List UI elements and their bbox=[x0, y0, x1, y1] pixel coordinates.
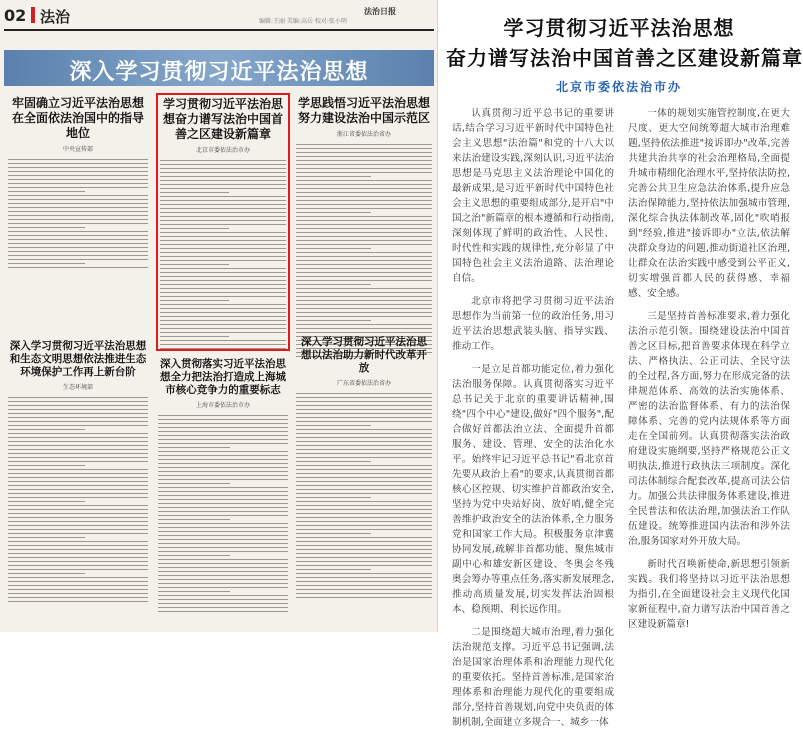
text-line bbox=[296, 549, 432, 550]
text-line bbox=[8, 589, 148, 590]
text-line bbox=[296, 393, 432, 394]
article-body-lines bbox=[8, 159, 148, 268]
text-line bbox=[8, 263, 85, 264]
text-line bbox=[296, 437, 432, 438]
text-line bbox=[296, 240, 432, 241]
text-line bbox=[296, 409, 432, 410]
text-line bbox=[296, 172, 432, 173]
text-line bbox=[8, 573, 85, 574]
text-line bbox=[296, 489, 432, 490]
text-line bbox=[296, 292, 432, 293]
text-line bbox=[296, 429, 432, 430]
article-body-lines bbox=[8, 397, 148, 602]
text-line bbox=[296, 236, 432, 237]
text-line bbox=[158, 495, 288, 496]
text-line bbox=[296, 469, 432, 470]
text-line bbox=[158, 595, 288, 596]
article-title: 深入学习贯彻习近平法治思想以法治助力新时代改革开放 bbox=[301, 336, 427, 374]
text-line bbox=[8, 521, 148, 522]
text-line bbox=[8, 191, 85, 192]
text-line bbox=[296, 441, 432, 442]
text-line bbox=[158, 527, 288, 528]
text-line bbox=[296, 481, 432, 482]
text-line bbox=[158, 571, 288, 572]
text-line bbox=[158, 579, 288, 580]
text-line bbox=[296, 477, 432, 478]
text-line bbox=[8, 593, 148, 594]
text-line bbox=[8, 267, 148, 268]
text-line bbox=[158, 499, 288, 500]
article-paragraph: 一是立足首都功能定位,着力强化法治服务保障。认真贯彻落实习近平总书记关于北京的重要讲话精神,围绕"四个中心"建设,做好"四个服务",配合做好首都法治立法、全面提升首都服务、建设、管理、安全的法治化水平。始终牢记习近平总书记"看北京首先要从政治上看"的要求,认真贯彻首都核心区控规、切实维护首都政治安全,坚持为党中央站好岗、放好哨,健全完善维护政治安全的法治体系,全力服务党和国家工作大局。积极服务京津冀协同发展,疏解非首都功能、聚焦城市副中心和雄安新区建设、冬奥会冬残奥会筹办等重点任务,落实新发展理念,推动高质量发展,切实发挥法治固根本、稳预期、利长远作用。 bbox=[452, 364, 614, 615]
text-line bbox=[8, 207, 148, 208]
article-byline: 上海市委依法治市办 bbox=[195, 402, 250, 409]
text-line bbox=[8, 489, 148, 490]
text-line bbox=[158, 459, 288, 460]
text-line bbox=[8, 541, 148, 542]
article-block[interactable] bbox=[8, 96, 148, 271]
text-line bbox=[296, 413, 432, 414]
text-line bbox=[296, 164, 432, 165]
text-line bbox=[8, 549, 148, 550]
text-line bbox=[296, 529, 432, 530]
article-title: 学习贯彻习近平法治思想奋力谱写法治中国首善之区建设新篇章 bbox=[162, 97, 283, 141]
text-line bbox=[296, 401, 432, 402]
text-line bbox=[158, 415, 288, 416]
article-body-lines bbox=[296, 144, 432, 357]
text-line bbox=[8, 517, 148, 518]
article-byline: 生态环境部 bbox=[62, 384, 93, 391]
article-byline: 北京市委依法治市办 bbox=[195, 147, 250, 154]
text-line bbox=[8, 485, 148, 486]
text-line bbox=[8, 569, 148, 570]
text-line bbox=[296, 453, 432, 454]
text-line bbox=[296, 577, 432, 578]
text-line bbox=[296, 208, 432, 209]
text-line bbox=[158, 487, 288, 488]
text-line bbox=[158, 511, 288, 512]
text-line bbox=[296, 264, 432, 265]
text-line bbox=[158, 447, 230, 448]
newspaper-page-thumbnail bbox=[0, 0, 438, 632]
text-line bbox=[8, 405, 148, 406]
article-block[interactable] bbox=[296, 336, 432, 601]
article-paragraph: 新时代召唤新使命,新思想引领新实践。我们将坚持以习近平法治思想为指引,在全面建设社会主义现代化国家新征程中,奋力谱写法治中国首善之区建设新篇章! bbox=[628, 559, 790, 630]
text-line bbox=[8, 421, 148, 422]
text-line bbox=[8, 581, 148, 582]
text-line bbox=[8, 545, 148, 546]
text-line bbox=[296, 497, 371, 498]
text-line bbox=[296, 509, 432, 510]
text-line bbox=[8, 565, 148, 566]
text-line bbox=[296, 561, 432, 562]
text-line bbox=[8, 401, 148, 402]
article-title: 牢固确立习近平法治思想在全面依法治国中的指导地位 bbox=[11, 96, 144, 140]
text-line bbox=[158, 443, 288, 444]
article-block[interactable] bbox=[8, 340, 148, 605]
text-line bbox=[8, 215, 148, 216]
text-line bbox=[158, 439, 288, 440]
text-line bbox=[296, 517, 432, 518]
text-line bbox=[158, 515, 288, 516]
article-body bbox=[452, 106, 792, 728]
text-line bbox=[8, 397, 148, 398]
article-title: 深入贯彻落实习近平法治思想全力把法治打造成上海城市核心竞争力的重要标志 bbox=[160, 358, 286, 396]
text-line bbox=[296, 332, 432, 333]
text-line bbox=[296, 280, 432, 281]
article-title: 学思践悟习近平法治思想努力建设法治中国示范区 bbox=[297, 96, 430, 125]
text-line bbox=[8, 219, 148, 220]
text-line bbox=[296, 405, 432, 406]
article-byline: 广东省委依法治省办 bbox=[336, 380, 391, 387]
text-line bbox=[158, 551, 288, 552]
text-line bbox=[296, 220, 432, 221]
article-paragraph: 北京市将把学习贯彻习近平法治思想作为当前第一位的政治任务,用习近平法治思想武装头脑、指导实践、推动工作。 bbox=[452, 296, 614, 352]
text-line bbox=[158, 531, 288, 532]
text-line bbox=[296, 569, 371, 570]
text-line bbox=[8, 255, 148, 256]
text-line bbox=[158, 519, 230, 520]
text-line bbox=[8, 171, 148, 172]
text-line bbox=[8, 477, 148, 478]
text-line bbox=[158, 567, 288, 568]
text-line bbox=[296, 148, 432, 149]
page-number: 02 bbox=[4, 6, 27, 25]
text-line bbox=[296, 545, 432, 546]
text-line bbox=[8, 413, 148, 414]
text-line bbox=[296, 513, 432, 514]
text-line bbox=[296, 144, 432, 145]
text-line bbox=[158, 455, 288, 456]
text-line bbox=[296, 212, 371, 213]
text-line bbox=[8, 179, 148, 180]
text-line bbox=[296, 461, 371, 462]
text-line bbox=[158, 591, 230, 592]
text-line bbox=[158, 539, 288, 540]
text-line bbox=[8, 557, 148, 558]
text-line bbox=[8, 457, 148, 458]
text-line bbox=[8, 417, 148, 418]
text-line bbox=[296, 284, 371, 285]
text-line bbox=[8, 505, 148, 506]
text-line bbox=[296, 180, 432, 181]
text-line bbox=[158, 503, 288, 504]
text-line bbox=[8, 175, 148, 176]
text-line bbox=[8, 525, 148, 526]
text-line bbox=[296, 252, 432, 253]
text-line bbox=[296, 300, 432, 301]
text-line bbox=[296, 216, 432, 217]
text-line bbox=[8, 481, 148, 482]
article-paragraph: 三是坚持首善标准要求,着力强化法治示范引领。围绕建设法治中国首善之区目标,把首善要求体现在科学立法、严格执法、公正司法、全民守法的全过程,各方面,努力在形成完备的法律规范体系、高效的法治实施体系、严密的法治监督体系、有力的法治保障体系、完善的党内法规体系等方面走在全国前列。认真贯彻落实法治政府建设实施纲要,坚持严格规范公正文明执法,推进行政执法三项制度。深化司法体制综合配套改革,提高司法公信力。加强公共法律服务体系建设,推进全民普法和依法治理,加强法治工作队伍建设。统筹推进国内法治和涉外法治,服务国家对外开放大局。 bbox=[628, 311, 790, 547]
text-line bbox=[8, 585, 148, 586]
text-line bbox=[158, 483, 230, 484]
text-line bbox=[158, 543, 288, 544]
text-line bbox=[296, 589, 432, 590]
text-line bbox=[8, 251, 148, 252]
text-line bbox=[296, 308, 432, 309]
text-line bbox=[296, 156, 432, 157]
text-line bbox=[8, 513, 148, 514]
text-line bbox=[296, 312, 432, 313]
text-line bbox=[158, 559, 288, 560]
masthead: 法治日报 bbox=[364, 6, 396, 16]
text-line bbox=[158, 467, 288, 468]
text-line bbox=[296, 493, 432, 494]
text-line bbox=[296, 465, 432, 466]
header-rule bbox=[4, 29, 434, 31]
text-line bbox=[158, 599, 288, 600]
text-line bbox=[8, 433, 148, 434]
text-line bbox=[158, 603, 288, 604]
article-column-1 bbox=[452, 106, 614, 738]
article-title-line-1: 学习贯彻习近平法治思想 bbox=[503, 16, 735, 40]
text-line bbox=[8, 409, 148, 410]
text-line bbox=[296, 557, 432, 558]
text-line bbox=[8, 509, 148, 510]
text-line bbox=[296, 433, 432, 434]
text-line bbox=[296, 585, 432, 586]
text-line bbox=[296, 152, 432, 153]
article-block[interactable] bbox=[158, 358, 288, 615]
text-line bbox=[8, 561, 148, 562]
article-paragraph: 一体的规划实施管控制度,在更大尺度、更大空间统筹超大城市治理难题,坚持依法推进"接诉即办"改革,完善共建共治共享的社会治理格局,全面提升城市精细化治理水平,坚持依法防控,完善公共卫生应急法治体系,提升应急法治保障能力,坚持依法加强城市管理,深化综合执法体制改革,固化"吹哨报到"经验,推进"接诉即办"立法,依法解决群众身边的问题,推动街道社区治理,让群众在法治实践中感受到公平正义,切实增强首都人民的获得感、幸福感、安全感。 bbox=[628, 108, 790, 299]
text-line bbox=[296, 473, 432, 474]
text-line bbox=[158, 507, 288, 508]
text-line bbox=[296, 449, 432, 450]
text-line bbox=[296, 541, 432, 542]
text-line bbox=[158, 431, 288, 432]
text-line bbox=[8, 577, 148, 578]
text-line bbox=[296, 501, 432, 502]
text-line bbox=[296, 304, 432, 305]
text-line bbox=[296, 320, 371, 321]
text-line bbox=[8, 461, 148, 462]
text-line bbox=[8, 199, 148, 200]
text-line bbox=[8, 453, 148, 454]
header-meta: 编辑:王丽 美编:高岳 校对:张小明 bbox=[259, 18, 347, 25]
text-line bbox=[8, 441, 148, 442]
text-line bbox=[296, 397, 432, 398]
text-line bbox=[8, 473, 148, 474]
text-line bbox=[158, 475, 288, 476]
text-line bbox=[8, 163, 148, 164]
text-line bbox=[296, 224, 432, 225]
article-paragraph: 认真贯彻习近平总书记的重要讲话,结合学习习近平新时代中国特色社会主义思想"法治篇"和党的十八大以来法治建设实践,深刻认识,习近平法治思想是马克思主义法治理论中国化的最新成果,是习近平新时代中国特色社会主义思想的重要组成部分,是开启"中国之治"新篇章的根本遵循和行动指南,深刻体现了鲜明的政治性、人民性、时代性和实践的规律性,充分彰显了中国特色社会主义法治道路、法治理论自信。 bbox=[452, 108, 614, 284]
text-line bbox=[296, 565, 432, 566]
text-line bbox=[296, 248, 371, 249]
text-line bbox=[158, 451, 288, 452]
text-line bbox=[8, 597, 148, 598]
text-line bbox=[8, 223, 148, 224]
text-line bbox=[296, 505, 432, 506]
text-line bbox=[296, 276, 432, 277]
text-line bbox=[8, 529, 148, 530]
article-column-2 bbox=[628, 106, 790, 640]
text-line bbox=[8, 425, 148, 426]
text-line bbox=[8, 445, 148, 446]
text-line bbox=[296, 457, 432, 458]
text-line bbox=[296, 260, 432, 261]
text-line bbox=[296, 204, 432, 205]
text-line bbox=[296, 417, 432, 418]
text-line bbox=[8, 159, 148, 160]
article-body-lines bbox=[296, 393, 432, 598]
text-line bbox=[296, 188, 432, 189]
article-block[interactable] bbox=[296, 96, 432, 360]
text-line bbox=[296, 485, 432, 486]
text-line bbox=[8, 211, 148, 212]
text-line bbox=[296, 168, 432, 169]
text-line bbox=[296, 425, 371, 426]
text-line bbox=[158, 427, 288, 428]
text-line bbox=[8, 167, 148, 168]
text-line bbox=[8, 231, 148, 232]
text-line bbox=[8, 227, 85, 228]
section-banner bbox=[4, 50, 434, 86]
text-line bbox=[8, 247, 148, 248]
article-body-lines bbox=[158, 415, 288, 612]
text-line bbox=[296, 196, 432, 197]
page-number-accent bbox=[31, 7, 35, 23]
text-line bbox=[296, 324, 432, 325]
text-line bbox=[158, 463, 288, 464]
text-line bbox=[296, 533, 371, 534]
text-line bbox=[296, 581, 432, 582]
text-line bbox=[296, 445, 432, 446]
text-line bbox=[158, 535, 288, 536]
text-line bbox=[296, 328, 432, 329]
text-line bbox=[158, 419, 288, 420]
text-line bbox=[158, 523, 288, 524]
text-line bbox=[8, 239, 148, 240]
text-line bbox=[158, 607, 288, 608]
text-line bbox=[8, 259, 148, 260]
text-line bbox=[296, 593, 432, 594]
text-line bbox=[296, 296, 432, 297]
text-line bbox=[158, 587, 288, 588]
text-line bbox=[8, 243, 148, 244]
text-line bbox=[8, 553, 148, 554]
text-line bbox=[8, 429, 85, 430]
text-line bbox=[296, 232, 432, 233]
text-line bbox=[296, 176, 371, 177]
text-line bbox=[158, 611, 288, 612]
section-name: 法治 bbox=[40, 8, 71, 26]
text-line bbox=[8, 449, 148, 450]
text-line bbox=[296, 525, 432, 526]
article-paragraph: 二是围绕超大城市治理,着力强化法治规范支撑。习近平总书记强调,法治是国家治理体系和治理能力现代化的重要依托。坚持首善标准,是国家治理体系和治理能力现代化的重要组成部分,坚持首善规划,向党中央负责的体制机制,全面建立多规合一、城乡一体 bbox=[452, 627, 614, 728]
text-line bbox=[8, 469, 148, 470]
text-line bbox=[296, 244, 432, 245]
text-line bbox=[8, 493, 148, 494]
text-line bbox=[158, 471, 288, 472]
text-line bbox=[158, 547, 288, 548]
text-line bbox=[8, 235, 148, 236]
page-header bbox=[4, 6, 434, 26]
text-line bbox=[158, 435, 288, 436]
article-byline: 浙江省委依法治省办 bbox=[336, 131, 391, 138]
text-line bbox=[296, 256, 432, 257]
article-detail bbox=[438, 0, 803, 728]
highlight-frame bbox=[156, 93, 290, 351]
text-line bbox=[8, 437, 148, 438]
article-title-line-2: 奋力谱写法治中国首善之区建设新篇章 bbox=[446, 46, 803, 70]
text-line bbox=[8, 203, 148, 204]
text-line bbox=[296, 521, 432, 522]
text-line bbox=[8, 465, 85, 466]
text-line bbox=[296, 228, 432, 229]
text-line bbox=[158, 575, 288, 576]
text-line bbox=[8, 501, 85, 502]
article-byline: 中央宣传部 bbox=[62, 146, 93, 153]
text-line bbox=[296, 272, 432, 273]
text-line bbox=[8, 601, 148, 602]
text-line bbox=[296, 316, 432, 317]
text-line bbox=[158, 555, 230, 556]
text-line bbox=[296, 421, 432, 422]
banner-title: 深入学习贯彻习近平法治思想 bbox=[69, 59, 369, 85]
text-line bbox=[158, 423, 288, 424]
text-line bbox=[296, 553, 432, 554]
text-line bbox=[296, 200, 432, 201]
text-line bbox=[296, 288, 432, 289]
text-line bbox=[8, 497, 148, 498]
text-line bbox=[296, 268, 432, 269]
text-line bbox=[158, 583, 288, 584]
text-line bbox=[296, 573, 432, 574]
text-line bbox=[158, 491, 288, 492]
article-title: 深入学习贯彻习近平法治思想和生态文明思想依法推进生态环境保护工作再上新台阶 bbox=[9, 340, 147, 378]
text-line bbox=[8, 533, 148, 534]
text-line bbox=[296, 184, 432, 185]
text-line bbox=[8, 195, 148, 196]
text-line bbox=[296, 597, 432, 598]
text-line bbox=[8, 187, 148, 188]
text-line bbox=[296, 192, 432, 193]
text-line bbox=[158, 479, 288, 480]
text-line bbox=[158, 563, 288, 564]
text-line bbox=[296, 537, 432, 538]
text-line bbox=[8, 537, 85, 538]
text-line bbox=[8, 183, 148, 184]
text-line bbox=[296, 160, 432, 161]
article-byline: 北京市委依法治市办 bbox=[555, 80, 682, 94]
